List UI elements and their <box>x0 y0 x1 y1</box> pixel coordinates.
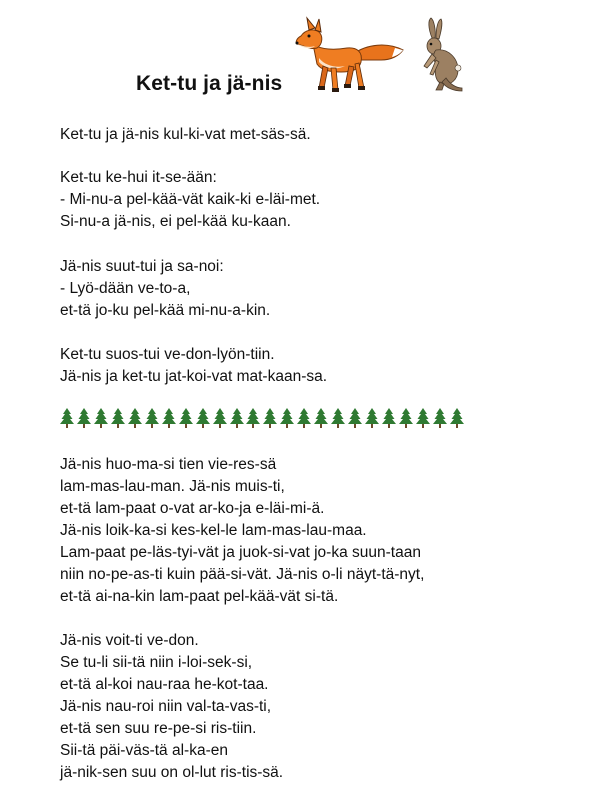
story-line: Jä-nis loik-ka-si kes-kel-le lam-mas-lau-maa. <box>60 522 367 539</box>
story-line: Jä-nis suut-tui ja sa-noi: <box>60 258 224 275</box>
story-line: et-tä ai-na-kin lam-paat pel-kää-vät si-tä. <box>60 588 339 605</box>
tree-icon <box>314 408 328 428</box>
tree-icon <box>331 408 345 428</box>
stanza-2 <box>60 167 320 233</box>
tree-icon <box>179 408 193 428</box>
story-line: - Mi-nu-a pel-kää-vät kaik-ki e-läi-met. <box>60 191 321 208</box>
tree-icon <box>382 408 396 428</box>
tree-icon <box>196 408 210 428</box>
story-line: Ket-tu ke-hui it-se-ään: <box>60 169 217 186</box>
story-line: Jä-nis voit-ti ve-don. <box>60 632 199 649</box>
story-line: lam-mas-lau-man. Jä-nis muis-ti, <box>60 478 285 495</box>
tree-icon <box>297 408 311 428</box>
story-line: jä-nik-sen suu on ol-lut ris-tis-sä. <box>60 764 284 781</box>
tree-icon <box>280 408 294 428</box>
stanza-1 <box>60 124 311 146</box>
hare-illustration <box>414 16 466 92</box>
story-line: Sii-tä päi-väs-tä al-ka-en <box>60 742 228 759</box>
tree-icon <box>450 408 464 428</box>
tree-icon <box>111 408 125 428</box>
tree-icon <box>399 408 413 428</box>
tree-icon <box>246 408 260 428</box>
tree-divider <box>60 408 464 430</box>
page-title: Ket-tu ja jä-nis <box>136 72 283 95</box>
tree-icon <box>162 408 176 428</box>
story-line: Jä-nis ja ket-tu jat-koi-vat mat-kaan-sa. <box>60 368 328 385</box>
story-line: et-tä lam-paat o-vat ar-ko-ja e-läi-mi-ä. <box>60 500 325 517</box>
story-line: Jä-nis huo-ma-si tien vie-res-sä <box>60 456 277 473</box>
story-line: Si-nu-a jä-nis, ei pel-kää ku-kaan. <box>60 213 291 230</box>
tree-icon <box>77 408 91 428</box>
stanza-5 <box>60 454 424 608</box>
story-line: et-tä sen suu re-pe-si ris-tiin. <box>60 720 257 737</box>
story-line: - Lyö-dään ve-to-a, <box>60 280 191 297</box>
tree-icon <box>416 408 430 428</box>
stanza-6 <box>60 630 283 784</box>
tree-icon <box>213 408 227 428</box>
story-line: Jä-nis nau-roi niin val-ta-vas-ti, <box>60 698 272 715</box>
stanza-3 <box>60 256 270 322</box>
tree-icon <box>94 408 108 428</box>
tree-icon <box>348 408 362 428</box>
fox-illustration <box>295 14 407 96</box>
tree-icon <box>365 408 379 428</box>
tree-icon <box>60 408 74 428</box>
story-line: et-tä al-koi nau-raa he-kot-taa. <box>60 676 269 693</box>
tree-icon <box>230 408 244 428</box>
story-line: Ket-tu suos-tui ve-don-lyön-tiin. <box>60 346 275 363</box>
tree-icon <box>128 408 142 428</box>
story-line: niin no-pe-as-ti kuin pää-si-vät. Jä-nis o-li näyt-tä-nyt, <box>60 566 425 583</box>
stanza-4 <box>60 344 327 388</box>
story-line: Ket-tu ja jä-nis kul-ki-vat met-säs-sä. <box>60 126 311 143</box>
story-line: Se tu-li sii-tä niin i-loi-sek-si, <box>60 654 253 671</box>
tree-icon <box>433 408 447 428</box>
story-line: Lam-paat pe-läs-tyi-vät ja juok-si-vat jo-ka suun-taan <box>60 544 421 561</box>
story-line: et-tä jo-ku pel-kää mi-nu-a-kin. <box>60 302 271 319</box>
tree-icon <box>145 408 159 428</box>
tree-icon <box>263 408 277 428</box>
